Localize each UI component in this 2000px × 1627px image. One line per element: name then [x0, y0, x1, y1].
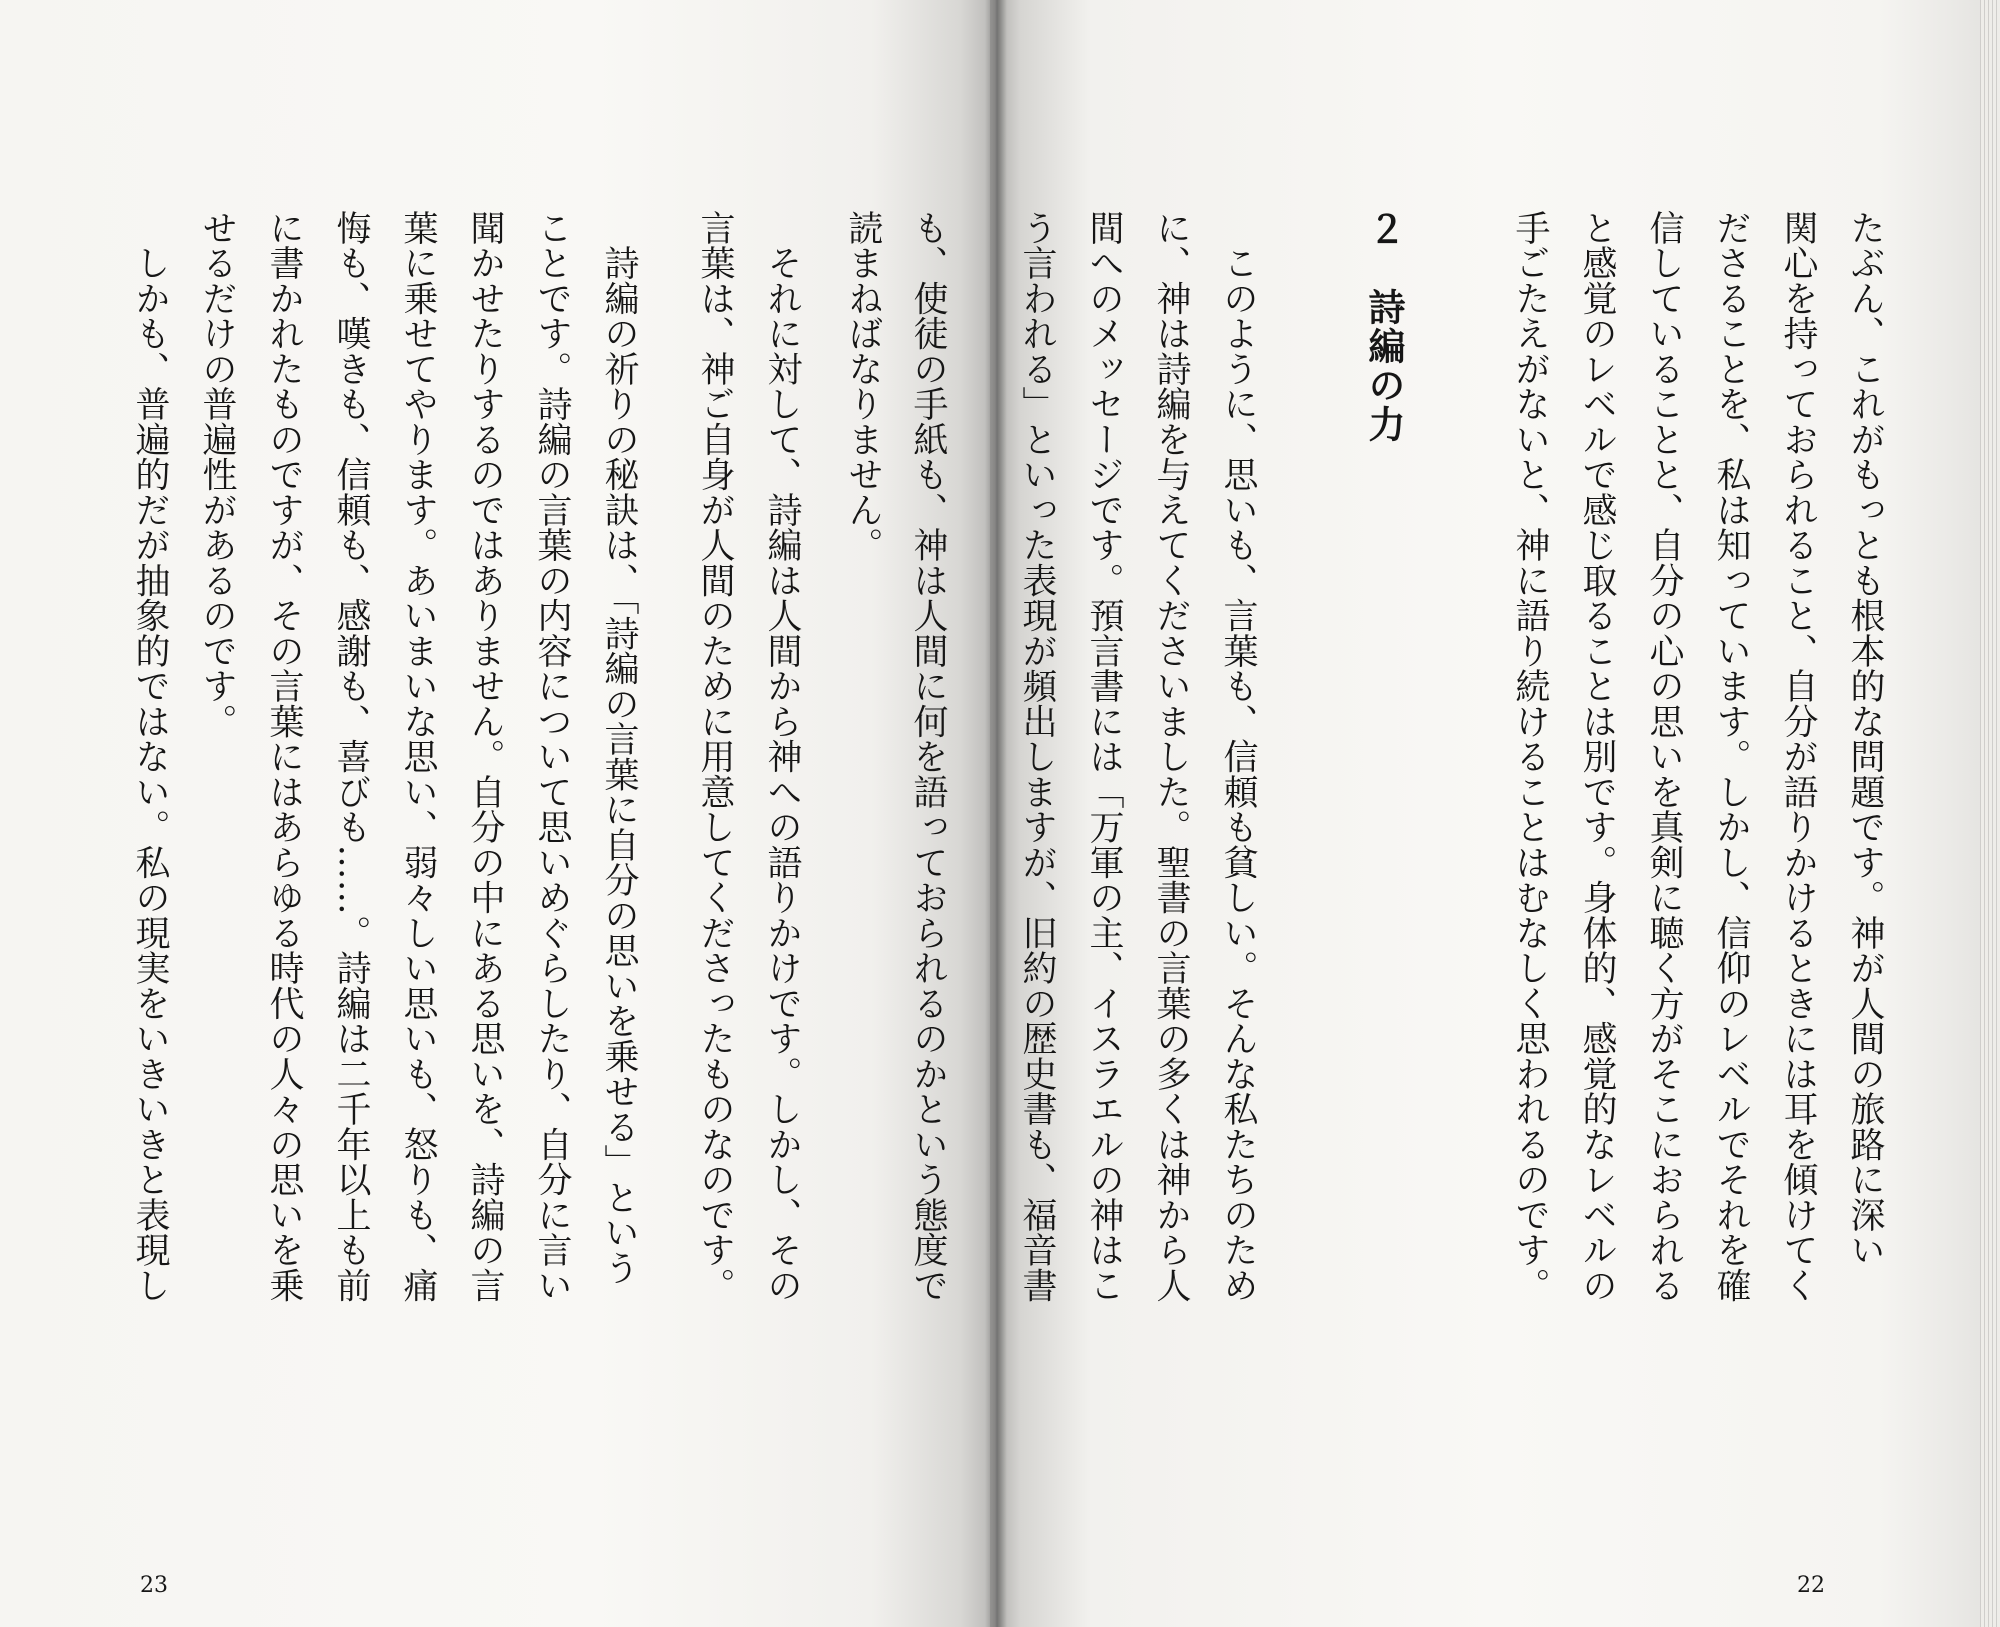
right-page — [990, 0, 2000, 1627]
text-column: う言われる」といった表現が頻出しますが、旧約の歴史書も、福音書 — [1017, 210, 1057, 1303]
page-number: 22 — [1797, 1573, 1825, 1598]
text-column: 関心を持っておられること、自分が語りかけるときには耳を傾けてく — [1778, 210, 1818, 1303]
page-number: 23 — [140, 1573, 168, 1598]
text-column: 葉に乗せてやります。あいまいな思い、弱々しい思いも、怒りも、痛 — [398, 210, 438, 1303]
text-column: たぶん、これがもっとも根本的な問題です。神が人間の旅路に深い — [1845, 210, 1885, 1268]
text-column: 聞かせたりするのではありません。自分の中にある思いを、詩編の言 — [465, 210, 505, 1303]
left-page — [0, 0, 990, 1627]
text-column: に書かれたものですが、その言葉にはあらゆる時代の人々の思いを乗 — [264, 210, 304, 1303]
text-column: ことです。詩編の言葉の内容について思いめぐらしたり、自分に言い — [532, 210, 572, 1303]
text-column: 間へのメッセージです。預言書には「万軍の主、イスラエルの神はこ — [1084, 210, 1124, 1303]
text-column: それに対して、詩編は人間から神への語りかけです。しかし、その — [762, 210, 802, 1303]
text-column: も、使徒の手紙も、神は人間に何を語っておられるのかという態度で — [908, 210, 948, 1303]
text-column: ださることを、私は知っています。しかし、信仰のレベルでそれを確 — [1711, 210, 1751, 1303]
page-edges — [1980, 0, 2000, 1627]
text-column: 手ごたえがないと、神に語り続けることはむなしく思われるのです。 — [1510, 210, 1550, 1303]
section-heading: ２ 詩編の力 — [1362, 210, 1406, 444]
text-column: しかも、普遍的だが抽象的ではない。私の現実をいきいきと表現し — [130, 210, 170, 1303]
text-column: 信していることと、自分の心の思いを真剣に聴く方がそこにおられる — [1644, 210, 1684, 1303]
gutter-shadow — [985, 0, 1007, 1627]
text-column: と感覚のレベルで感じ取ることは別です。身体的、感覚的なレベルの — [1577, 210, 1617, 1303]
text-column: 読まねばなりません。 — [843, 210, 883, 563]
text-column: 詩編の祈りの秘訣は、「詩編の言葉に自分の思いを乗せる」という — [599, 210, 639, 1286]
text-column: 悔も、嘆きも、信頼も、感謝も、喜びも……。詩編は二千年以上も前 — [331, 210, 371, 1303]
text-column: このように、思いも、言葉も、信頼も貧しい。そんな私たちのため — [1218, 210, 1258, 1303]
text-column: に、神は詩編を与えてくださいました。聖書の言葉の多くは神から人 — [1151, 210, 1191, 1303]
text-column: せるだけの普遍性があるのです。 — [197, 210, 237, 739]
text-column: 言葉は、神ご自身が人間のために用意してくださったものなのです。 — [695, 210, 735, 1303]
